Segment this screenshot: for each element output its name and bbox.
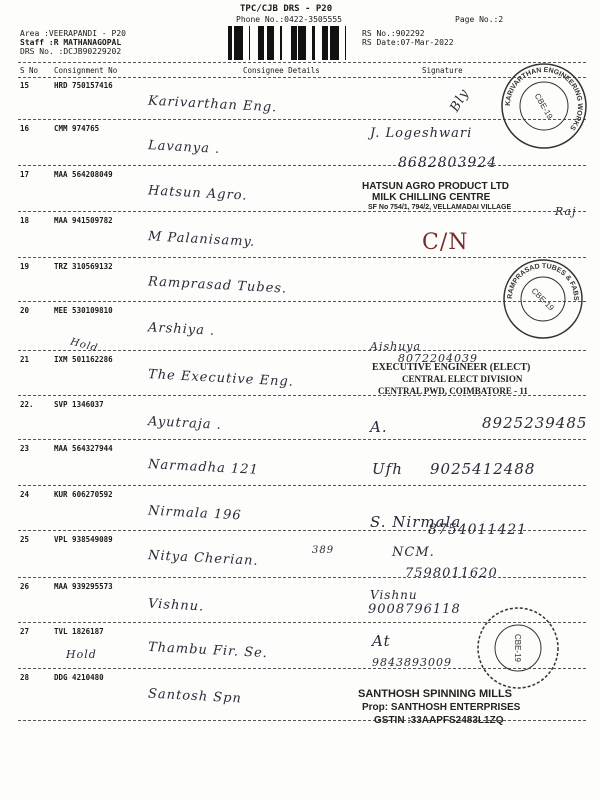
- note-25: 389: [312, 545, 335, 556]
- row-sno: 24: [20, 490, 30, 499]
- row-consignment: TRZ 310569132: [54, 262, 113, 271]
- signature-18: C/N: [422, 230, 469, 255]
- phone-20: 8072204039: [398, 352, 478, 365]
- signature-27: At: [372, 632, 391, 650]
- note-20: Hold: [69, 336, 100, 355]
- note-27: Hold: [66, 648, 97, 661]
- row-consignee: Narmadha 121: [147, 457, 260, 478]
- svg-text:CBE-19: CBE-19: [532, 91, 555, 121]
- row-consignee: Hatsun Agro.: [147, 183, 248, 204]
- col-signature: Signature: [422, 66, 463, 75]
- phone-16: 8682803924: [398, 155, 498, 171]
- svg-text:RAMPRASAD TUBES & FABS: RAMPRASAD TUBES & FABS: [506, 262, 580, 301]
- row-consignment: SVP 1346037: [54, 400, 104, 409]
- rs-number: RS No.:902292: [362, 29, 425, 38]
- row-consignee: Santosh Spn: [147, 686, 243, 707]
- row-sno: 16: [20, 124, 30, 133]
- rs-date: RS Date:07-Mar-2022: [362, 38, 454, 47]
- signature-25: NCM.: [392, 545, 435, 560]
- phone-23: 9025412488: [430, 460, 536, 478]
- header-right: [362, 29, 454, 47]
- row-consignee: Nitya Cherian.: [147, 548, 259, 569]
- phone-number: Phone No.:0422-3505555: [236, 15, 342, 24]
- row-divider: [18, 350, 586, 351]
- area-label: Area :VEERAPANDI - P20: [20, 29, 126, 38]
- row-consignee: Nirmala 196: [147, 503, 243, 524]
- row-consignment: MAA 941509782: [54, 216, 113, 225]
- svg-text:CBE-19: CBE-19: [529, 286, 556, 313]
- row-consignee: Karivarthan Eng.: [147, 93, 278, 116]
- row-sno: 20: [20, 306, 30, 315]
- document-title: TPC/CJB DRS - P20: [240, 4, 333, 14]
- phone-26: 9008796118: [368, 602, 461, 617]
- header-left: [20, 29, 126, 56]
- stamp-hatsun-line3: SF No 754/1, 794/2, VELLAMADAI VILLAGE: [368, 204, 512, 211]
- row-sno: 27: [20, 627, 30, 636]
- signature-24: S. Nirmala: [370, 513, 462, 531]
- row-consignee: Thambu Fir. Se.: [147, 639, 269, 662]
- barcode: [228, 26, 354, 60]
- row-consignment: VPL 938549089: [54, 535, 113, 544]
- seal-bottom: [476, 606, 560, 690]
- row-sno: 21: [20, 355, 30, 364]
- row-sno: 15: [20, 81, 30, 90]
- row-sno: 17: [20, 170, 30, 179]
- row-sno: 19: [20, 262, 30, 271]
- col-consignee: Consignee Details: [243, 66, 320, 75]
- row-consignment: MAA 939295573: [54, 582, 113, 591]
- row-consignee: The Executive Eng.: [147, 367, 295, 390]
- row-divider: [18, 301, 586, 302]
- stamp-hatsun-line1: HATSUN AGRO PRODUCT LTD: [362, 181, 510, 192]
- row-consignment: IXM 501162286: [54, 355, 113, 364]
- signature-15: Bly: [447, 86, 473, 115]
- row-consignment: DDG 4210480: [54, 673, 104, 682]
- stamp-santhosh-line3: GSTIN :33AAPFS2483L1ZQ: [374, 715, 504, 726]
- row-consignment: KUR 606270592: [54, 490, 113, 499]
- stamp-exec-line2: CENTRAL ELECT DIVISION: [402, 374, 523, 384]
- stamp-exec-line3: CENTRAL PWD, COIMBATORE - 11: [378, 386, 528, 396]
- signature-22: A.: [370, 418, 388, 436]
- stamp-santhosh-line1: SANTHOSH SPINNING MILLS: [358, 688, 513, 700]
- row-consignment: MAA 564327944: [54, 444, 113, 453]
- col-consignment: Consignment No: [54, 66, 118, 75]
- staff-label: Staff :R MATHANAGOPAL: [20, 38, 122, 47]
- svg-text:KARIVARTHAN ENGINEERING WORKS: KARIVARTHAN ENGINEERING WORKS: [504, 66, 584, 132]
- row-sno: 25: [20, 535, 30, 544]
- signature-26: Vishnu: [370, 588, 418, 602]
- phone-27: 9843893009: [372, 656, 452, 669]
- row-consignment: CMM 974765: [54, 124, 100, 133]
- row-consignee: Vishnu.: [147, 596, 205, 615]
- row-sno: 18: [20, 216, 30, 225]
- drs-number: DRS No. :DCJB90229202: [20, 47, 122, 56]
- signature-17: Raj: [555, 205, 577, 218]
- stamp-hatsun-line2: MILK CHILLING CENTRE: [372, 192, 491, 203]
- signature-16: J. Logeshwari: [370, 126, 473, 141]
- row-consignee: Lavanya .: [147, 138, 221, 157]
- row-sno: 28: [20, 673, 30, 682]
- row-sno: 22.: [20, 400, 34, 409]
- row-divider: [18, 485, 586, 486]
- seal-ramprasad: [502, 258, 584, 340]
- row-divider: [18, 165, 586, 166]
- row-sno: 26: [20, 582, 30, 591]
- row-consignment: TVL 1826187: [54, 627, 104, 636]
- row-consignee: Ayutraja .: [147, 414, 223, 433]
- row-consignee: M Palanisamy.: [147, 229, 256, 250]
- row-consignment: MAA 564208049: [54, 170, 113, 179]
- seal-karivarthan: [500, 62, 588, 150]
- row-divider: [18, 439, 586, 440]
- row-consignment: MEE 530109810: [54, 306, 113, 315]
- col-sno: S No: [20, 66, 39, 75]
- page-number: Page No.:2: [455, 15, 504, 24]
- row-sno: 23: [20, 444, 30, 453]
- phone-22: 8925239485: [482, 414, 588, 432]
- row-divider: [18, 577, 586, 578]
- stamp-santhosh-line2: Prop: SANTHOSH ENTERPRISES: [362, 702, 521, 713]
- svg-text:CBE-19: CBE-19: [513, 633, 522, 663]
- row-divider: [18, 211, 586, 212]
- signature-23: Ufh: [372, 460, 403, 478]
- row-consignment: HRD 750157416: [54, 81, 113, 90]
- signature-20: Aishuya: [370, 340, 422, 353]
- row-divider: [18, 257, 586, 258]
- row-consignee: Arshiya .: [147, 320, 216, 339]
- phone-25: 7598011620: [405, 566, 498, 581]
- stamp-exec-line1: EXECUTIVE ENGINEER (ELECT): [372, 362, 531, 373]
- phone-24: 8754011421: [428, 522, 528, 538]
- row-consignee: Ramprasad Tubes.: [147, 274, 288, 297]
